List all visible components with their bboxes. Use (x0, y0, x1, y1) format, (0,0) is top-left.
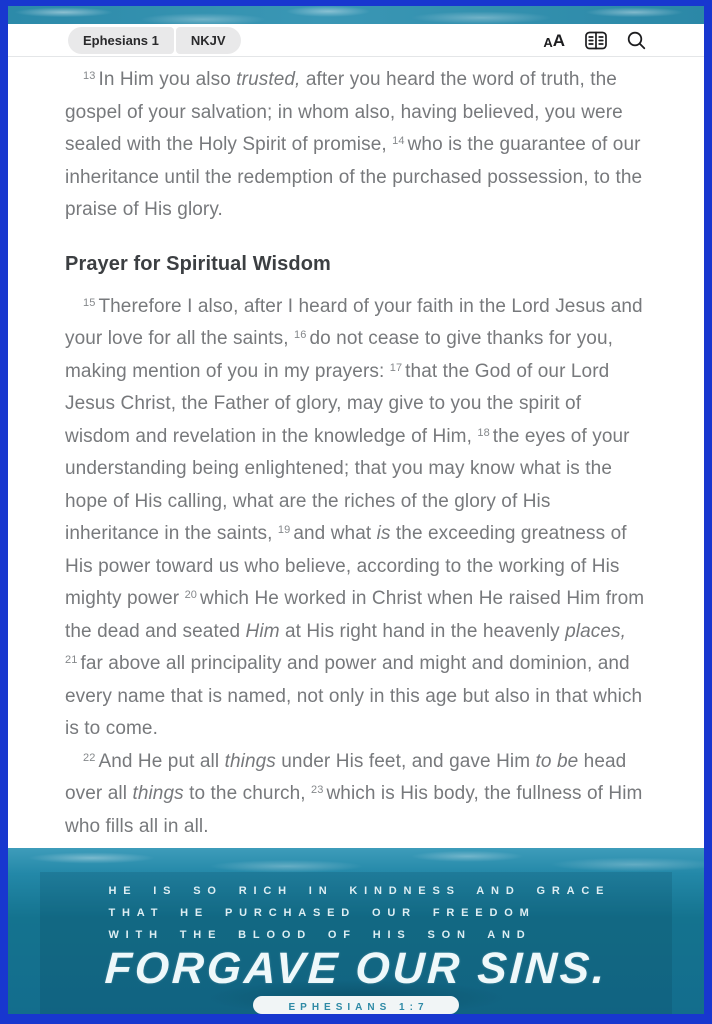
verse-number: 19 (277, 524, 291, 536)
verse-image-lines (102, 880, 611, 946)
verse-text: do not cease to give thanks for you, making mention of you in my prayers: (65, 328, 614, 382)
verse-text-italic: things (224, 750, 276, 772)
font-size-icon: A (552, 30, 565, 50)
book-chapter-button[interactable]: Ephesians 1 (68, 27, 174, 54)
scripture-text (8, 57, 704, 848)
verse-text: far above all principality and power and might and dominion, and every name that is named, not only in this age but also in that which is to come. (65, 653, 643, 739)
verse-text: and what (293, 523, 377, 544)
verse-text-italic: things (132, 783, 184, 804)
verse-text: which He worked in Christ when He raised Him from the dead and seated (65, 588, 645, 642)
verse-text-italic: Him (245, 620, 280, 642)
verse-image-line: HE IS SO RICH IN KINDNESS AND GRACE (108, 885, 611, 897)
verse-number: 22 (83, 751, 96, 764)
verse-text: the eyes of your understanding being enlightened; that you may know what is the hope of His calling, what are the riches of the glory of His inheritance in the saints, (65, 425, 630, 544)
verse-text: after you heard the word of truth, the gospel of your salvation; in whom also, having believed, you were sealed with the Holy Spirit of promise, (65, 69, 623, 155)
verse-text: under His feet, and gave Him (275, 750, 536, 772)
verse-paragraph[interactable] (65, 291, 646, 746)
verse-number: 13 (83, 70, 96, 82)
verse-text: head over all (65, 750, 627, 804)
verse-text: who is the guarantee of our inheritance until the redemption of the purchased possession, to the praise of His glory. (65, 134, 643, 220)
verse-text-italic: to be (535, 750, 579, 772)
verse-text-italic: places, (565, 620, 627, 642)
search-icon (627, 31, 646, 50)
verse-text: which is His body, the fullness of Him who fills all in all. (65, 783, 643, 837)
search-button[interactable] (627, 31, 646, 50)
verse-image-headline: FORGAVE OUR SINS. (103, 944, 609, 993)
toolbar-icons (543, 31, 646, 50)
verse-paragraph[interactable] (65, 746, 646, 844)
verse-text: to the church, (183, 783, 312, 804)
verse-number: 18 (477, 426, 490, 439)
verse-text: In Him you also (98, 69, 237, 90)
verse-number: 23 (311, 784, 324, 796)
verse-text: at His right hand in the heavenly (279, 620, 566, 642)
app-window (8, 6, 704, 1014)
verse-number: 20 (184, 589, 198, 601)
verse-image-line: THAT HE PURCHASED OUR FREEDOM (108, 907, 536, 919)
verse-number: 14 (392, 135, 405, 147)
translation-button[interactable]: NKJV (176, 27, 241, 54)
verse-reference-pill: EPHESIANS 1:7 (253, 996, 458, 1014)
verse-text-italic: is (376, 523, 391, 544)
verse-image-banner[interactable] (8, 848, 704, 1014)
verse-text-italic: trusted, (236, 69, 301, 90)
font-size-icon: A (543, 34, 553, 50)
reader-mode-button[interactable] (585, 31, 607, 50)
verse-text: And He put all (98, 750, 225, 772)
reader-toolbar (8, 24, 704, 57)
verse-number: 17 (389, 361, 403, 374)
reader-icon (585, 31, 607, 50)
water-texture-top (8, 6, 704, 24)
book-translation-selector (68, 27, 241, 54)
verse-image-overlay (40, 872, 672, 1014)
font-size-button[interactable] (543, 32, 565, 49)
verse-text: the exceeding greatness of His power toward us who believe, according to the working of His mighty power (65, 523, 627, 609)
verse-text: that the God of our Lord Jesus Christ, the Father of glory, may give to you the spirit of wisdom and revelation in the knowledge of Him, (65, 360, 610, 447)
verse-number: 15 (83, 296, 96, 309)
section-heading: Prayer for Spiritual Wisdom (65, 252, 331, 275)
verse-text: Therefore I also, after I heard of your faith in the Lord Jesus and your love for all the saints, (65, 295, 643, 349)
verse-image-line: WITH THE BLOOD OF HIS SON AND (108, 929, 532, 941)
verse-paragraph[interactable] (65, 64, 646, 227)
verse-number: 21 (65, 654, 78, 666)
verse-number: 16 (294, 329, 307, 341)
